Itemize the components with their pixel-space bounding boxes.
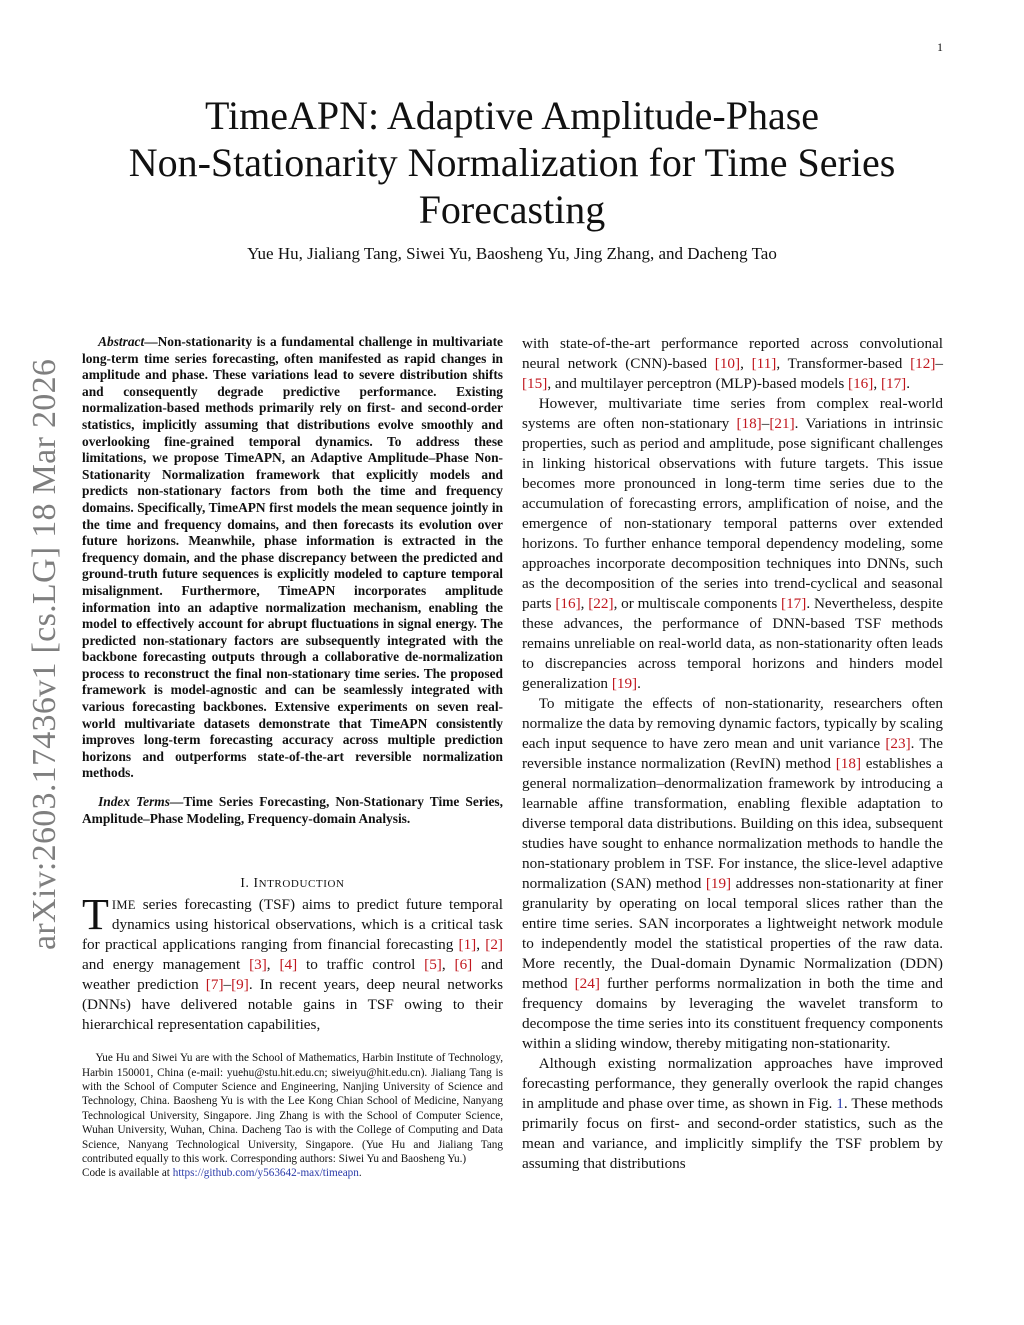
citation-separator: , (266, 956, 280, 974)
section-title-rest: NTRODUCTION (258, 878, 345, 891)
text-run: addresses non-stationarity at finer granularity by operating on local temporal slices rather than the entire time series. SAN incorporates a lightweight network module to independently model the statistical properties of the raw data. More recently, the Dual-domain Dynamic Normalization (DDN) method (522, 875, 943, 992)
intro-text-3: to traffic control (297, 956, 425, 974)
citation-link[interactable]: [12] (910, 355, 936, 372)
title-line-3: Forecasting (418, 187, 606, 232)
right-column (522, 334, 943, 1174)
text-run: establishes a general normalization–denormalization framework by introducing a learnable affine transformation, enabling flexible adaptation to diverse temporal data distributions. Building on this idea, subsequent studies have sought to enhance normalization methods to handle the non-stationary problem in TSF. For instance, the slice-level adaptive normalization (SAN) method (522, 755, 943, 892)
abstract-text: Non-stationarity is a fundamental challenge in multivariate long-term time series forecasting, often manifested as rapid changes in amplitude and phase. These variations lead to severe distribution shifts and consequently degrade predictive performance. Existing normalization-based methods primarily rely on first- and second-order statistics, implicitly assuming that distributions evolve smoothly and overlooking fine-grained temporal dynamics. To address these limitations, we propose TimeAPN, an Adaptive Amplitude–Phase Non-Stationarity Normalization framework that explicitly models and predicts non-stationary factors from both the time and frequency domains. Specifically, TimeAPN first models the mean sequence jointly in the time and frequency domains, and then forecasts its evolution over future horizons. Meanwhile, phase information is extracted in the frequency domain, and the phase discrepancy between the predicted and ground-truth future sequences is explicitly modeled to capture temporal misalignment. Furthermore, TimeAPN incorporates amplitude information into an adaptive normalization mechanism, enabling the model to effectively account for abrupt fluctuations in signal energy. The predicted non-stationary factors are subsequently integrated with the backbone forecasting outputs through a collaborative de-normalization process to reconstruct the final non-stationary time series. The proposed framework is model-agnostic and can be seamlessly integrated with various forecasting backbones. Extensive experiments on seven real-world multivariate datasets demonstrate that TimeAPN consistently improves long-term forecasting accuracy across multiple prediction horizons and outperforms state-of-the-art reversible normalization methods. (82, 334, 503, 781)
intro-paragraph-continued (522, 334, 943, 394)
intro-smallcaps: IME (111, 898, 136, 913)
text-run: , or multiscale components (613, 595, 782, 612)
citation-range-dash: – (223, 976, 232, 994)
index-terms-label: Index Terms (98, 794, 170, 810)
abstract-label: Abstract (98, 334, 145, 349)
index-terms-text: Time Series Forecasting, Non-Stationary Time Series, Amplitude–Phase Modeling, Frequency-domain Analysis. (82, 794, 503, 826)
citation-link[interactable]: [19] (705, 875, 732, 892)
intro-paragraph-1 (82, 890, 503, 1035)
citation-link[interactable]: [10] (714, 355, 741, 372)
citation-separator: , (476, 936, 486, 954)
intro-text-2: and energy management (82, 956, 250, 974)
citation-link[interactable]: [21] (769, 415, 795, 432)
citation-link[interactable]: [16] (555, 595, 581, 612)
text-run: . These methods primarily focus on first- and second-order statistics, such as the mean and variance, and implicitly simplify the TSF problem by assuming that distributions (522, 1095, 943, 1172)
citation-separator: , (740, 355, 752, 372)
text-run: However, multivariate time series from complex real-world systems are often non-stationary (522, 395, 943, 432)
code-availability-note (82, 1166, 503, 1180)
citation-link[interactable]: [5] (424, 956, 442, 974)
citation-link[interactable]: [17] (880, 375, 907, 392)
code-label: Code is available at (82, 1167, 173, 1180)
citation-link[interactable]: [24] (574, 975, 600, 992)
text-run: further performs normalization in both the time and frequency domains by leveraging the wavelet transform to decompose the time series into its constituent frequency components within a sliding window, thereby mitigating non-stationarity. (522, 975, 943, 1052)
text-run: , Transformer-based (776, 355, 911, 372)
text-run: . (637, 675, 641, 692)
citation-link[interactable]: [4] (279, 956, 298, 974)
code-label-end: . (358, 1167, 362, 1180)
text-run: . Nevertheless, despite these advances, the performance of DNN-based TSF methods remains unreliable on real-world data, as non-stationarity often leads to discrepancies across temporal horizons and hinders model generalization (522, 595, 943, 692)
author-list: Yue Hu, Jialiang Tang, Siwei Yu, Baosheng Yu, Jing Zhang, and Dacheng Tao (247, 244, 777, 263)
index-terms-dash: — (169, 794, 184, 810)
intro-text-5: . In recent years, deep neural networks (DNNs) have delivered notable gains in TSF owing to their hierarchical representation capabilities, (82, 976, 503, 1034)
drop-cap: T (82, 890, 109, 940)
text-run: Although existing normalization approaches have improved forecasting performance, they generally overlook the rapid changes in amplitude and phase over time, as shown in Fig. (522, 1055, 943, 1112)
citation-link[interactable]: [3] (249, 956, 267, 974)
title-line-2: Non-Stationarity Normalization for Time Series (128, 140, 896, 185)
citation-link[interactable]: [18] (736, 415, 762, 432)
left-column (82, 334, 503, 1181)
intro-paragraph-4 (522, 1054, 943, 1174)
citation-link[interactable]: [1] (458, 936, 477, 954)
code-repository-link[interactable]: https://github.com/y563642-max/timeapn (172, 1167, 359, 1180)
arxiv-identifier-stamp: arXiv:2603.17436v1 [cs.LG] 18 Mar 2026 (26, 358, 63, 950)
citation-range-dash: – (935, 355, 943, 372)
citation-link[interactable]: [11] (751, 355, 777, 372)
section-heading-introduction (82, 875, 503, 891)
citation-link[interactable]: [18] (835, 755, 862, 772)
figure-reference-link[interactable]: 1 (836, 1095, 844, 1112)
citation-separator: , (441, 956, 455, 974)
citation-link[interactable]: [17] (781, 595, 807, 612)
citation-link[interactable]: [23] (885, 735, 911, 752)
text-run: . Variations in intrinsic properties, such as period and amplitude, pose significant challenges in linking historical observations with future targets. This issue becomes more pronounced in long-term time series due to the accumulation of forecasting errors, amplification of noise, and the emergence of non-stationary temporal patterns over extended horizons. To further enhance temporal dependency modeling, some approaches incorporate decomposition techniques into DNNs, such as the decomposition of the series into trend-cyclical and seasonal parts (522, 415, 943, 612)
abstract-dash: — (144, 334, 158, 349)
intro-text-4: and weather prediction (82, 956, 503, 994)
text-run: To mitigate the effects of non-stationarity, researchers often normalize the data by removing dynamic factors, typically by scaling each input sequence to have zero mean and unit variance (522, 695, 943, 752)
citation-separator: , (580, 595, 589, 612)
index-terms (82, 794, 503, 827)
citation-link[interactable]: [6] (454, 956, 473, 974)
text-run: . The reversible instance normalization (RevIN) method (522, 735, 943, 772)
citation-separator: , (873, 375, 881, 392)
citation-link[interactable]: [16] (848, 375, 874, 392)
text-run: . (906, 375, 911, 392)
text-run: , and multilayer perceptron (MLP)-based models (547, 375, 849, 392)
citation-range-dash: – (761, 415, 770, 432)
section-title-first-letter: I (253, 875, 259, 891)
citation-link[interactable]: [19] (611, 675, 638, 692)
paper-title (80, 92, 944, 233)
citation-link[interactable]: [22] (588, 595, 614, 612)
text-run: with state-of-the-art performance reported across convolutional neural network (CNN)-based (522, 335, 943, 372)
title-line-1: TimeAPN: Adaptive Amplitude-Phase (204, 93, 820, 138)
citation-link[interactable]: [15] (522, 375, 548, 392)
citation-link[interactable]: [7] (205, 976, 224, 994)
abstract (82, 334, 503, 782)
author-affiliation-footnote: Yue Hu and Siwei Yu are with the School of Mathematics, Harbin Institute of Technology, Harbin 150001, China (e-mail: yuehu@stu.hit.edu.cn; siweiyu@hit.edu.cn). Jialiang Tang is with the School of Computer Science and Engineering, Nanjing University of Science and Technology, China. Baosheng Yu is with the Lee Kong Chian School of Medicine, Nanyang Technological University, Singapore. Jing Zhang is with the School of Computer Science, Wuhan University, Wuhan, China. Dacheng Tao is with the College of Computing and Data Science, Nanyang Technological University, Singapore. (Yue Hu and Jialiang Tang contributed equally to this work. Corresponding authors: Siwei Yu and Baosheng Yu.) (82, 1052, 503, 1166)
page-number: 1 (937, 40, 943, 54)
section-numeral: I. (240, 875, 250, 891)
citation-link[interactable]: [2] (485, 936, 503, 954)
intro-paragraph-3 (522, 694, 943, 1054)
intro-paragraph-2 (522, 394, 943, 694)
intro-text-1: series forecasting (TSF) aims to predict future temporal dynamics using historical observations, which is a critical task for practical applications ranging from financial forecasting (82, 896, 503, 954)
citation-link[interactable]: [9] (231, 976, 249, 994)
